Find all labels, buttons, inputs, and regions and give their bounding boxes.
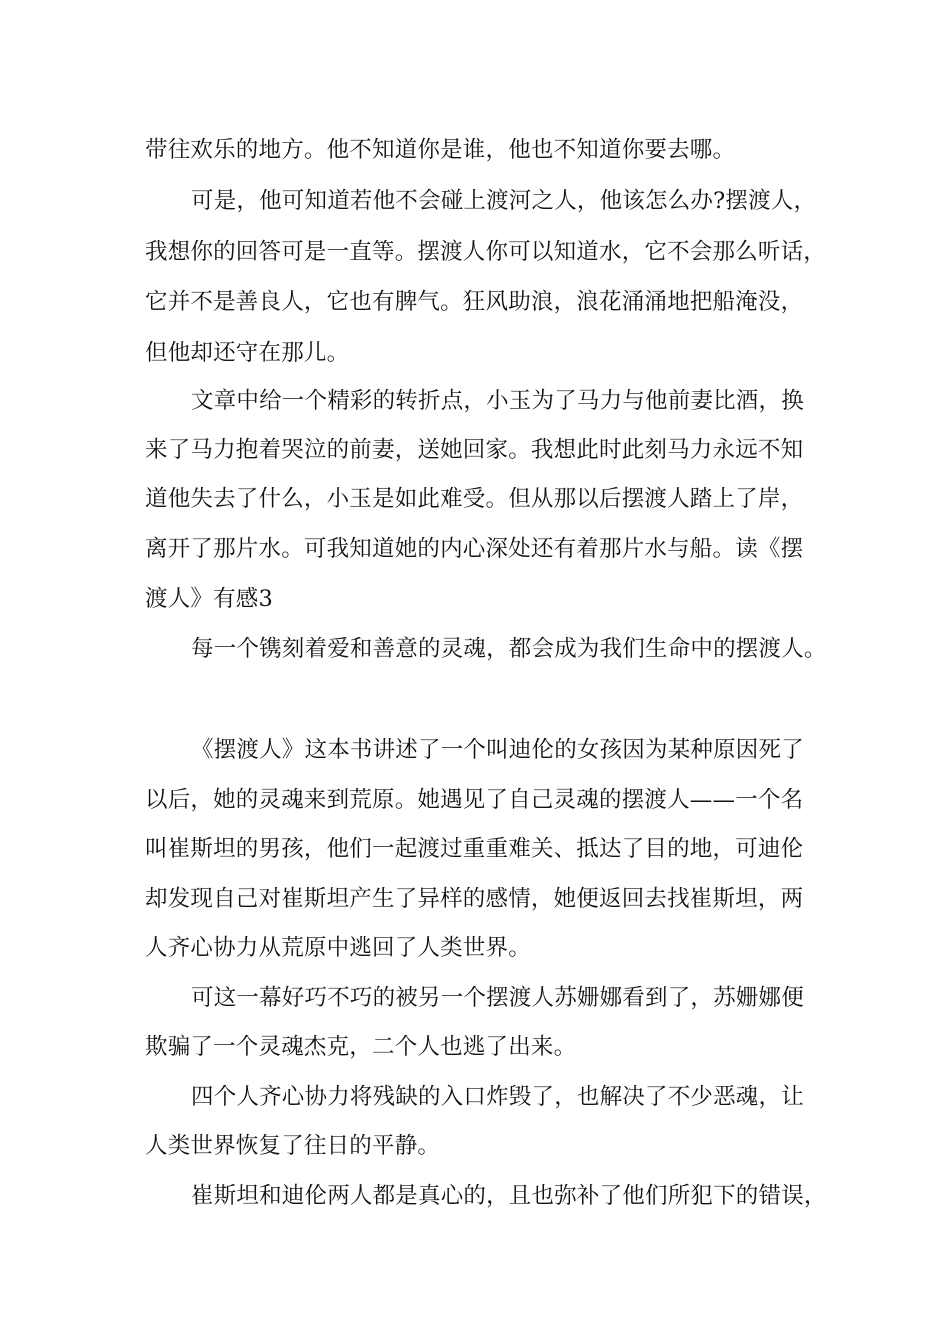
text-line: 来了马力抱着哭泣的前妻，送她回家。我想此时此刻马力永远不知 [145, 437, 804, 463]
paragraph-start-line: 可是，他可知道若他不会碰上渡河之人，他该怎么办?摆渡人， [191, 188, 817, 214]
text-line: 但他却还守在那儿。 [145, 340, 350, 366]
paragraph-start-line: 四个人齐心协力将残缺的入口炸毁了，也解决了不少恶魂，让 [191, 1084, 804, 1110]
text-line: 它并不是善良人，它也有脾气。狂风助浪，浪花涌涌地把船淹没， [145, 289, 804, 315]
paragraph-start-line: 每一个镌刻着爱和善意的灵魂，都会成为我们生命中的摆渡人。 [191, 636, 827, 662]
text-line: 以后，她的灵魂来到荒原。她遇见了自己灵魂的摆渡人——一个名 [145, 787, 804, 813]
paragraph-start-line: 可这一幕好巧不巧的被另一个摆渡人苏姗娜看到了，苏姗娜便 [191, 985, 804, 1011]
text-line: 离开了那片水。可我知道她的内心深处还有着那片水与船。读《摆 [145, 536, 804, 562]
text-line: 渡人》有感3 [145, 586, 274, 612]
text-line: 我想你的回答可是一直等。摆渡人你可以知道水，它不会那么听话， [145, 239, 827, 265]
text-line: 叫崔斯坦的男孩，他们一起渡过重重难关、抵达了目的地，可迪伦 [145, 836, 804, 862]
text-line: 道他失去了什么，小玉是如此难受。但从那以后摆渡人踏上了岸， [145, 486, 804, 512]
text-line: 带往欢乐的地方。他不知道你是谁，他也不知道你要去哪。 [145, 137, 736, 163]
paragraph-start-line: 崔斯坦和迪伦两人都是真心的，且也弥补了他们所犯下的错误， [191, 1183, 827, 1209]
paragraph-start-line: 文章中给一个精彩的转折点，小玉为了马力与他前妻比酒，换 [191, 388, 804, 414]
paragraph-start-line: 《摆渡人》这本书讲述了一个叫迪伦的女孩因为某种原因死了 [191, 737, 804, 763]
text-line: 却发现自己对崔斯坦产生了异样的感情，她便返回去找崔斯坦，两 [145, 886, 804, 912]
text-line: 人齐心协力从荒原中逃回了人类世界。 [145, 935, 531, 961]
text-line: 欺骗了一个灵魂杰克，二个人也逃了出来。 [145, 1034, 577, 1060]
text-line: 人类世界恢复了往日的平静。 [145, 1133, 441, 1159]
